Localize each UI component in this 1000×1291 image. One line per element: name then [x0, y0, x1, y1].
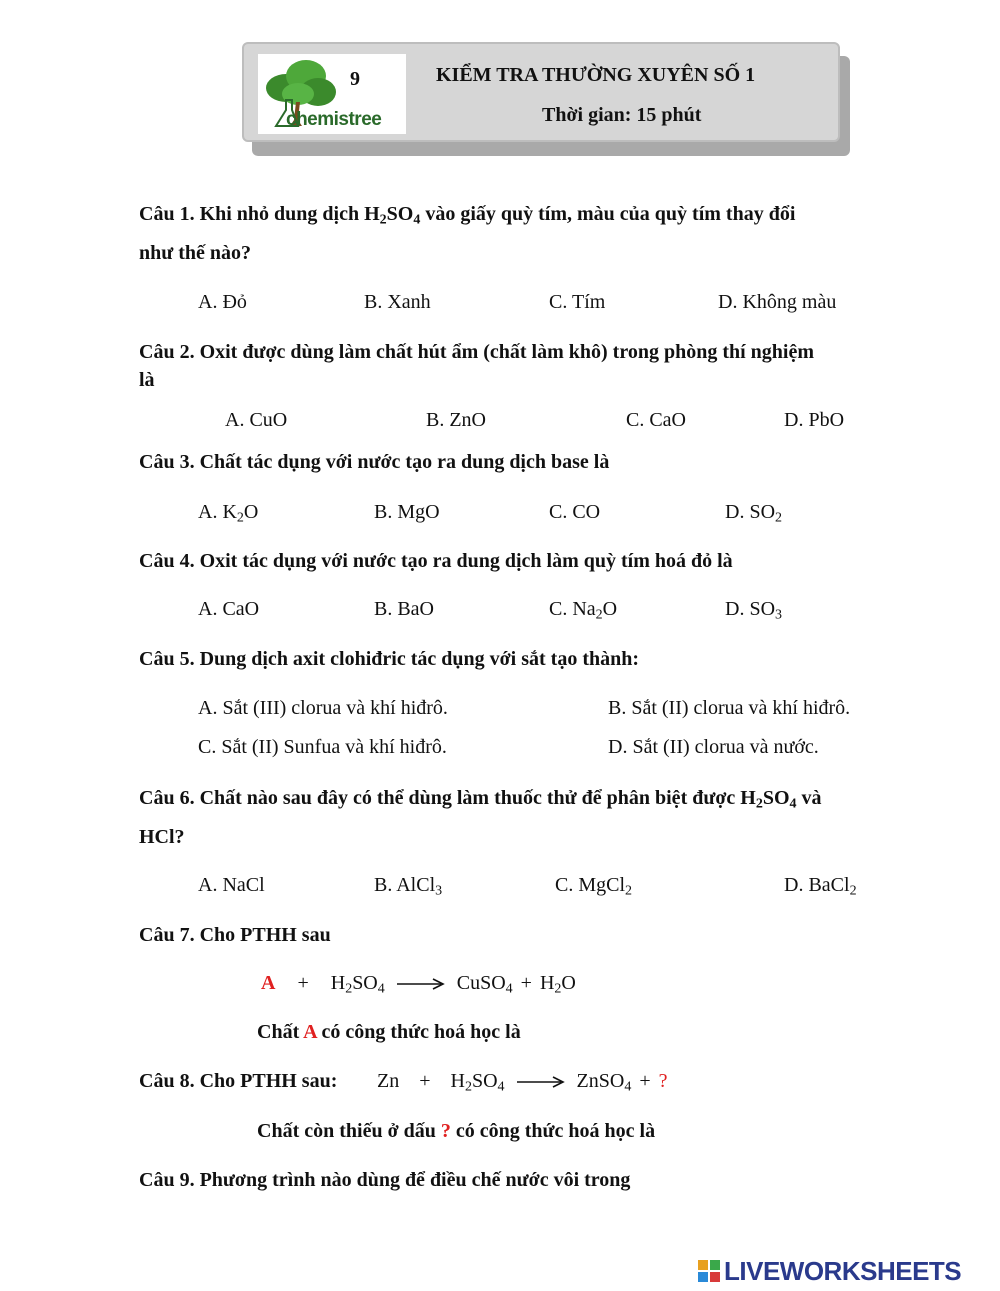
question-6-text: Câu 6. Chất nào sau đây có thể dùng làm thuốc thử để phân biệt được $H_2SO_4$ và — [139, 787, 822, 812]
q8-equation: $Zn + H_2SO_4$ ZnSO$_4$ + ? — [377, 1070, 668, 1095]
q7-prompt: Chất A có công thức hoá học là — [257, 1021, 521, 1043]
q2-option-d[interactable]: D. PbO — [784, 409, 845, 431]
q4-option-c[interactable]: C. $Na_2O$ — [549, 598, 618, 623]
q7-equation: $A + H_2SO_4$ CuSO$_4$ + $H_2O$ — [261, 972, 576, 997]
q7-answer-input[interactable] — [566, 1018, 766, 1046]
q8-unknown: ? — [658, 1070, 668, 1092]
q1-option-d[interactable]: D. Không màu — [718, 291, 837, 313]
brand-name: LIVEWORKSHEETS — [724, 1256, 962, 1286]
question-5-text: Câu 5. Dung dịch axit clohiđric tác dụng với sắt tạo thành: — [139, 648, 640, 670]
q1-option-b[interactable]: B. Xanh — [364, 291, 431, 313]
question-4-text: Câu 4. Oxit tác dụng với nước tạo ra dung dịch làm quỳ tím hoá đỏ là — [139, 550, 733, 572]
grade-number: 9 — [350, 68, 360, 90]
q7-unknown-a: A — [261, 972, 276, 994]
q5-option-c[interactable]: C. Sắt (II) Sunfua và khí hiđrô. — [198, 736, 447, 758]
test-title: KIỂM TRA THƯỜNG XUYÊN SỐ 1 — [436, 64, 756, 86]
q2-option-c[interactable]: C. CaO — [626, 409, 686, 431]
test-duration: Thời gian: 15 phút — [542, 104, 702, 126]
q3-option-a[interactable]: A. $K_2O$ — [198, 501, 259, 526]
header-box — [242, 42, 840, 142]
logo-text: chemistree — [286, 109, 382, 130]
question-6-text-cont: HCl? — [139, 826, 185, 848]
q3-option-c[interactable]: C. CO — [549, 501, 601, 523]
q6-option-c[interactable]: C. MgCl$_2$ — [555, 874, 633, 899]
question-7-text: Câu 7. Cho PTHH sau — [139, 924, 331, 946]
q3-option-d[interactable]: D. $SO_2$ — [725, 501, 783, 526]
question-2-text: Câu 2. Oxit được dùng làm chất hút ẩm (chất làm khô) trong phòng thí nghiệm — [139, 341, 815, 363]
question-1-text-cont: như thế nào? — [139, 242, 252, 264]
q4-option-a[interactable]: A. CaO — [198, 598, 260, 620]
q5-option-d[interactable]: D. Sắt (II) clorua và nước. — [608, 736, 819, 758]
q1-option-c[interactable]: C. Tím — [549, 291, 606, 313]
q5-option-a[interactable]: A. Sắt (III) clorua và khí hiđrô. — [198, 697, 448, 719]
q6-option-d[interactable]: D. BaCl$_2$ — [784, 874, 857, 899]
question-3-text: Câu 3. Chất tác dụng với nước tạo ra dung dịch base là — [139, 451, 610, 473]
q6-option-a[interactable]: A. NaCl — [198, 874, 265, 896]
question-2-text-cont: là — [139, 369, 155, 391]
reaction-arrow-icon — [397, 977, 445, 991]
q6-option-b[interactable]: B. AlCl$_3$ — [374, 874, 443, 899]
q2-option-b[interactable]: B. ZnO — [426, 409, 486, 431]
question-9-text: Câu 9. Phương trình nào dùng để điều chế nước vôi trong — [139, 1169, 631, 1191]
reaction-arrow-icon — [517, 1075, 565, 1089]
q4-option-b[interactable]: B. BaO — [374, 598, 434, 620]
q3-option-b[interactable]: B. MgO — [374, 501, 440, 523]
question-8-text: Câu 8. Cho PTHH sau: — [139, 1070, 338, 1092]
q8-answer-input[interactable] — [716, 1117, 916, 1145]
q2-option-a[interactable]: A. CuO — [225, 409, 288, 431]
liveworksheets-icon — [698, 1260, 720, 1282]
q5-option-b[interactable]: B. Sắt (II) clorua và khí hiđrô. — [608, 697, 851, 719]
q8-prompt: Chất còn thiếu ở dấu ? có công thức hoá học là — [257, 1120, 656, 1142]
q1-option-a[interactable]: A. Đỏ — [198, 291, 247, 313]
q4-option-d[interactable]: D. $SO_3$ — [725, 598, 783, 623]
header — [242, 42, 852, 158]
chemistree-logo — [258, 54, 406, 134]
question-1-text: Câu 1. Khi nhỏ dung dịch $H_2SO_4$ vào giấy quỳ tím, màu của quỳ tím thay đổi — [139, 203, 796, 228]
